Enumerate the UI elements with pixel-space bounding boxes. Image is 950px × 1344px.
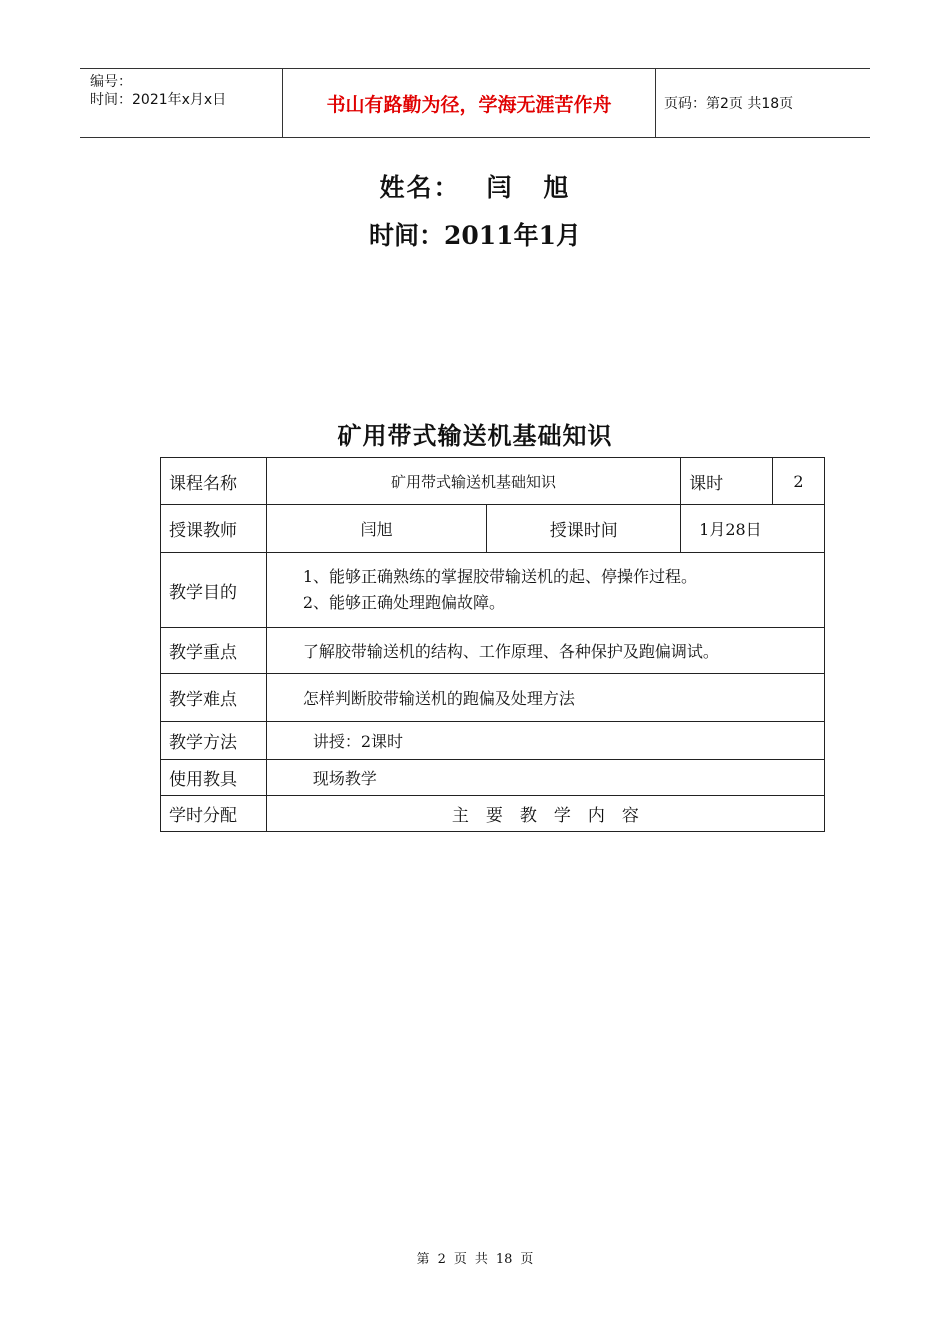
keypoint-value: 了解胶带输送机的结构、工作原理、各种保护及跑偏调试。 (266, 628, 824, 674)
allocation-value: 主 要 教 学 内 容 (266, 796, 824, 832)
footer-di: 第 (416, 1252, 430, 1267)
objective-line-2: 2、能够正确处理跑偏故障。 (302, 593, 506, 612)
hours-label: 课时 (681, 458, 773, 505)
table-row (161, 722, 825, 760)
table-row (161, 553, 825, 628)
course-name-value: 矿用带式输送机基础知识 (266, 458, 680, 505)
course-name-label: 课程名称 (161, 458, 267, 505)
footer-ye-2: 页 (520, 1252, 534, 1267)
motto: 书山有路勤为径，学海无涯苦作舟 (282, 69, 656, 137)
objective-value (266, 553, 824, 628)
table-row (161, 760, 825, 796)
table-row (161, 505, 825, 553)
table-row (161, 458, 825, 505)
name-char-1: 闫 (486, 173, 514, 202)
difficulty-label: 教学难点 (161, 674, 267, 722)
method-value: 讲授：2课时 (266, 722, 824, 760)
page-info: 页码：第2页 共18页 (664, 96, 794, 112)
teacher-label: 授课教师 (161, 505, 267, 553)
method-label: 教学方法 (161, 722, 267, 760)
footer-gong: 共 (474, 1252, 488, 1267)
footer-page-number: 2 (437, 1252, 446, 1267)
header-left-cell (80, 69, 282, 137)
lesson-plan-table (160, 457, 825, 832)
objective-label: 教学目的 (161, 553, 267, 628)
keypoint-label: 教学重点 (161, 628, 267, 674)
page-footer (0, 1248, 950, 1267)
table-row (161, 796, 825, 832)
teach-time-value: 1月28日 (681, 505, 825, 553)
allocation-label: 学时分配 (161, 796, 267, 832)
hours-value: 2 (773, 458, 825, 505)
footer-total-pages: 18 (495, 1252, 513, 1267)
teacher-value: 闫旭 (266, 505, 487, 553)
date-line: 时间：2011年1月 (369, 221, 581, 250)
table-row (161, 674, 825, 722)
name-label: 姓名： (379, 173, 461, 202)
name-char-2: 旭 (543, 173, 571, 202)
document-header (80, 68, 870, 138)
teach-time-label: 授课时间 (487, 505, 681, 553)
objective-line-1: 1、能够正确熟练的掌握胶带输送机的起、停操作过程。 (302, 567, 698, 586)
document-title: 矿用带式输送机基础知识 (337, 421, 613, 450)
time-label: 时间：2021年x月x日 (90, 92, 227, 108)
footer-ye: 页 (453, 1252, 467, 1267)
number-label: 编号： (90, 74, 132, 90)
author-name-line (0, 168, 950, 204)
tools-value: 现场教学 (266, 760, 824, 796)
tools-label: 使用教具 (161, 760, 267, 796)
difficulty-value: 怎样判断胶带输送机的跑偏及处理方法 (266, 674, 824, 722)
table-row (161, 628, 825, 674)
